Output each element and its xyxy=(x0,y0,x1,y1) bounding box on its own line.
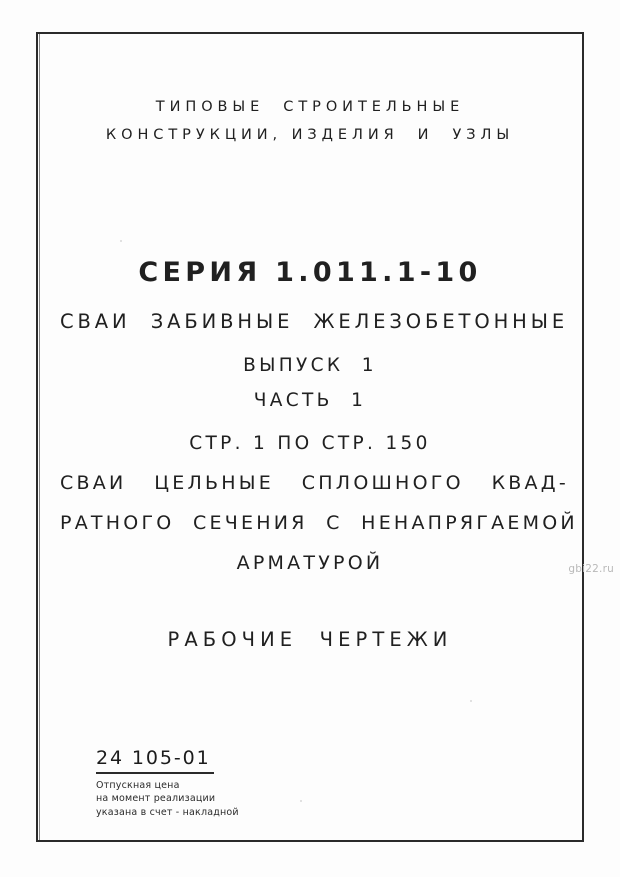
header-line-1: ТИПОВЫЕ СТРОИТЕЛЬНЫЕ xyxy=(155,99,465,115)
document-code-underline xyxy=(96,772,214,774)
drawings-label: РАБОЧИЕ ЧЕРТЕЖИ xyxy=(167,628,453,652)
series-block xyxy=(60,257,569,455)
description-line-1: СВАИ ЦЕЛЬНЫЕ СПЛОШНОГО КВАД- xyxy=(60,472,569,495)
title-page-content xyxy=(36,32,584,842)
header-line-2: КОНСТРУКЦИИ, ИЗДЕЛИЯ И УЗЛЫ xyxy=(105,126,515,143)
price-note-line-1: Отпускная цена xyxy=(96,779,180,791)
series-subtitle: СВАИ ЗАБИВНЫЕ ЖЕЛЕЗОБЕТОННЫЕ xyxy=(60,310,569,334)
price-note-block xyxy=(96,779,396,820)
issue-label: ВЫПУСК 1 xyxy=(243,355,377,377)
header-block xyxy=(60,94,560,149)
description-line-2: РАТНОГО СЕЧЕНИЯ С НЕНАПРЯГАЕМОЙ xyxy=(60,512,578,535)
description-block xyxy=(60,472,578,575)
price-note-line-2: на момент реализации xyxy=(96,793,216,805)
part-label: ЧАСТЬ 1 xyxy=(253,390,367,412)
watermark-text: gbi22.ru xyxy=(568,563,614,575)
series-title: СЕРИЯ 1.011.1-10 xyxy=(138,257,482,289)
price-note-line-3: указана в счет - накладной xyxy=(96,807,239,819)
description-line-3: АРМАТУРОЙ xyxy=(236,552,384,575)
document-code: 24 105-01 xyxy=(96,747,211,769)
page-range-label: СТР. 1 ПО СТР. 150 xyxy=(189,433,431,455)
document-code-block xyxy=(96,747,336,774)
